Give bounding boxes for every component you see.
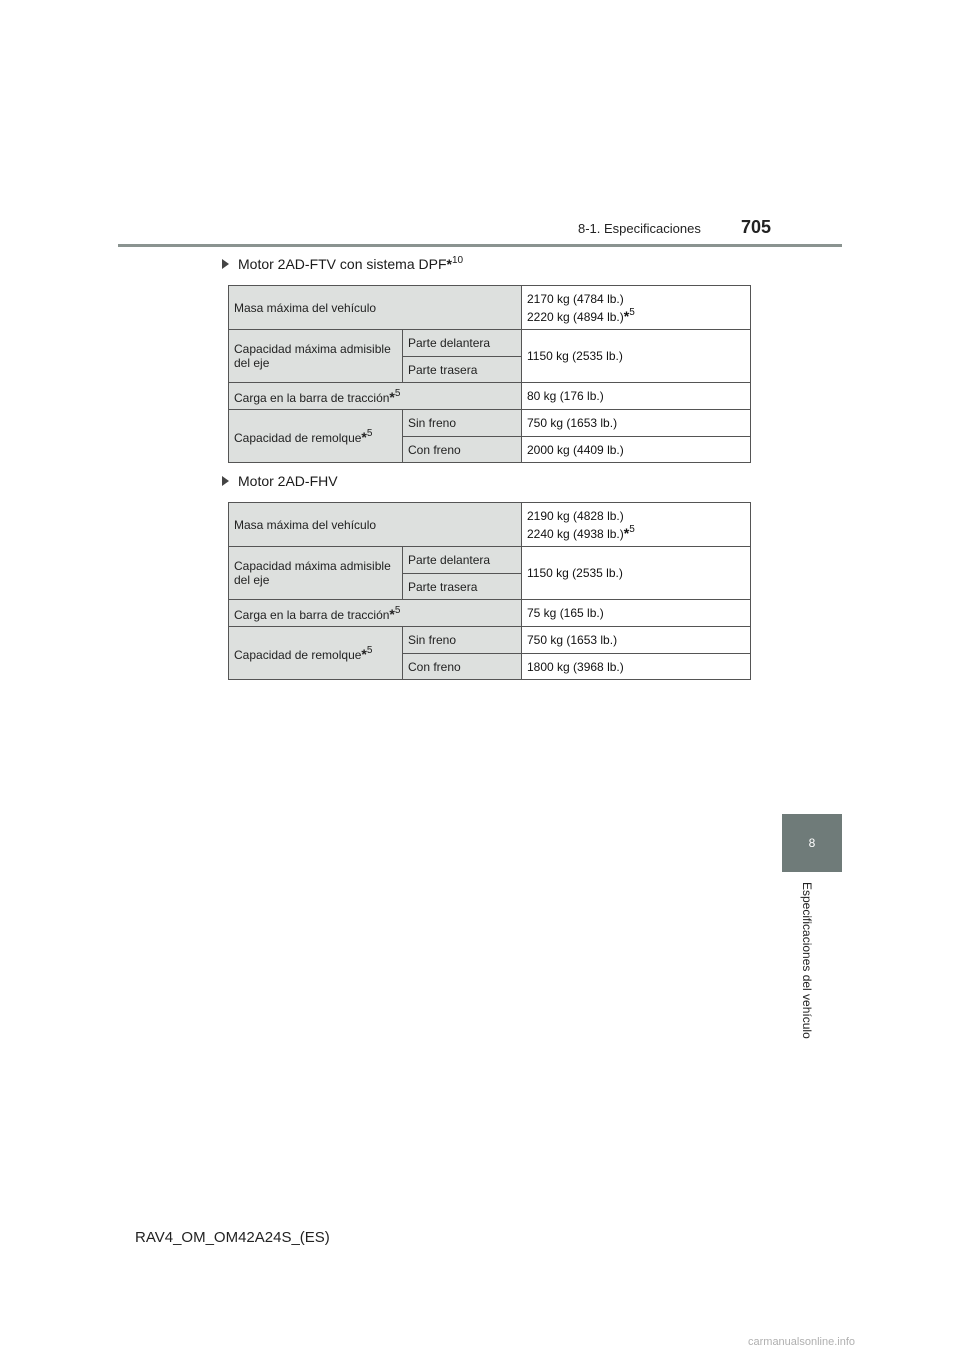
row-label-eje: Capacidad máxima admisible del eje xyxy=(229,330,403,383)
chapter-number: 8 xyxy=(808,836,816,850)
triangle-bullet-icon xyxy=(222,259,229,269)
table-row xyxy=(229,600,751,627)
row-label-remolque xyxy=(229,410,403,463)
row-value-eje: 1150 kg (2535 lb.) xyxy=(522,547,751,600)
row-value-barra: 80 kg (176 lb.) xyxy=(522,383,751,410)
sub-label-con-freno: Con freno xyxy=(403,437,522,463)
row-value-sin-freno: 750 kg (1653 lb.) xyxy=(522,410,751,437)
row-label-barra xyxy=(229,600,522,627)
table-row xyxy=(229,330,751,357)
chapter-tab xyxy=(782,814,842,872)
heading-text: Motor 2AD-FHV xyxy=(238,473,338,489)
document-code: RAV4_OM_OM42A24S_(ES) xyxy=(135,1229,330,1246)
remolque-label-text: Capacidad de remolque xyxy=(234,648,362,662)
sub-label-sin-freno: Sin freno xyxy=(403,627,522,654)
page-number: 705 xyxy=(741,217,772,237)
sub-label-sin-freno: Sin freno xyxy=(403,410,522,437)
masa-value-2: 2220 kg (4894 lb.) xyxy=(527,309,624,324)
asterisk-icon: * xyxy=(361,429,367,445)
masa-value-1: 2190 kg (4828 lb.) xyxy=(527,508,624,523)
heading-text: Motor 2AD-FTV con sistema DPF xyxy=(238,256,447,272)
sub-label-front: Parte delantera xyxy=(403,330,522,357)
asterisk-icon: * xyxy=(623,307,630,324)
remolque-label-text: Capacidad de remolque xyxy=(234,431,362,445)
row-label-eje: Capacidad máxima admisible del eje xyxy=(229,547,403,600)
table-row xyxy=(229,503,751,547)
section-heading-2ad-fhv xyxy=(222,473,338,489)
footnote-ref: 5 xyxy=(366,428,373,439)
row-value-con-freno: 1800 kg (3968 lb.) xyxy=(522,654,751,680)
table-row xyxy=(229,383,751,410)
chapter-label-text: Especificaciones del vehículo xyxy=(800,882,814,1039)
spec-table-2ad-fhv xyxy=(228,502,751,680)
watermark: carmanualsonline.info xyxy=(748,1336,856,1348)
table-row xyxy=(229,286,751,330)
chapter-label xyxy=(800,882,820,1062)
asterisk-icon: * xyxy=(361,646,367,662)
masa-value-2: 2240 kg (4938 lb.) xyxy=(527,526,624,541)
row-label-masa: Masa máxima del vehículo xyxy=(229,286,522,330)
barra-label-text: Carga en la barra de tracción xyxy=(234,608,390,622)
footnote-ref: 10 xyxy=(451,255,464,266)
footnote-ref: 5 xyxy=(394,605,401,616)
row-value-masa xyxy=(522,503,751,547)
sub-label-front: Parte delantera xyxy=(403,547,522,574)
row-value-masa xyxy=(522,286,751,330)
row-value-eje: 1150 kg (2535 lb.) xyxy=(522,330,751,383)
header-divider xyxy=(118,244,842,247)
footnote-ref: 5 xyxy=(629,523,635,535)
spec-table-2ad-ftv xyxy=(228,285,751,463)
table-row xyxy=(229,547,751,574)
asterisk-icon: * xyxy=(446,256,452,272)
asterisk-icon: * xyxy=(389,606,395,622)
sub-label-con-freno: Con freno xyxy=(403,654,522,680)
footnote-ref: 5 xyxy=(394,388,401,399)
table-row xyxy=(229,627,751,654)
section-heading-2ad-ftv xyxy=(222,255,463,272)
sub-label-rear: Parte trasera xyxy=(403,574,522,600)
barra-label-text: Carga en la barra de tracción xyxy=(234,391,390,405)
row-label-remolque xyxy=(229,627,403,680)
row-value-sin-freno: 750 kg (1653 lb.) xyxy=(522,627,751,654)
sub-label-rear: Parte trasera xyxy=(403,357,522,383)
row-value-barra: 75 kg (165 lb.) xyxy=(522,600,751,627)
triangle-bullet-icon xyxy=(222,476,229,486)
asterisk-icon: * xyxy=(389,389,395,405)
section-title: 8-1. Especificaciones xyxy=(578,221,701,236)
row-label-masa: Masa máxima del vehículo xyxy=(229,503,522,547)
footnote-ref: 5 xyxy=(366,645,373,656)
row-label-barra xyxy=(229,383,522,410)
table-row xyxy=(229,410,751,437)
row-value-con-freno: 2000 kg (4409 lb.) xyxy=(522,437,751,463)
masa-value-1: 2170 kg (4784 lb.) xyxy=(527,291,624,306)
asterisk-icon: * xyxy=(623,524,630,541)
footnote-ref: 5 xyxy=(629,306,635,318)
